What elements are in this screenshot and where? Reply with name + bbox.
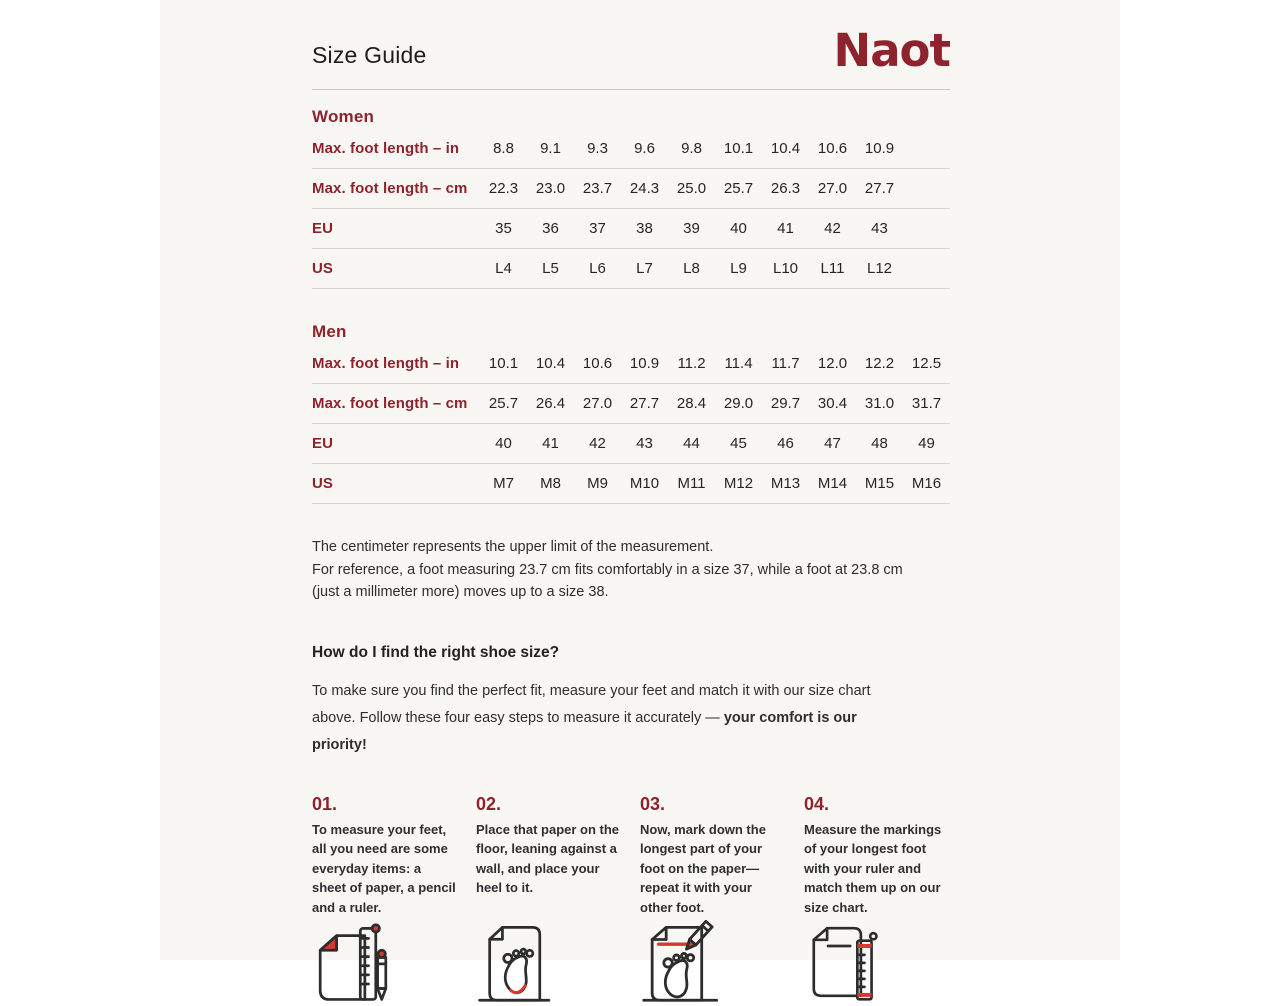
- size-cell: 25.0: [676, 180, 707, 197]
- size-cell: L7: [636, 260, 653, 277]
- size-table-row: [312, 424, 950, 464]
- size-cell: 27.0: [817, 180, 848, 197]
- row-label: Max. foot length – in: [312, 355, 460, 372]
- howto-intro-bold: your comfort is our priority!: [312, 709, 857, 753]
- size-cell: L11: [820, 260, 845, 277]
- step-text: Now, mark down the longest part of your foot on the paper—repeat it with your other foot.: [640, 821, 766, 915]
- size-tables: [312, 107, 950, 504]
- howto-heading: How do I find the right shoe size?: [312, 643, 560, 661]
- row-label: Max. foot length – cm: [312, 395, 468, 412]
- size-cell: 10.9: [864, 140, 895, 157]
- size-cell: 10.6: [582, 355, 613, 372]
- size-cell: 40: [730, 220, 747, 237]
- row-label: EU: [312, 435, 334, 452]
- size-cell: 10.4: [535, 355, 566, 372]
- howto-intro: [312, 678, 892, 759]
- page-header: [312, 24, 950, 90]
- size-cell: 29.0: [723, 395, 754, 412]
- size-cell: 41: [777, 220, 794, 237]
- size-cell: 28.4: [676, 395, 707, 412]
- note-line: (just a millimeter more) moves up to a size 38.: [312, 584, 609, 600]
- size-cell: 9.1: [540, 140, 561, 157]
- row-label: Max. foot length – in: [312, 140, 460, 157]
- size-cell: 12.5: [911, 355, 942, 372]
- size-cell: 25.7: [488, 395, 519, 412]
- size-cell: 31.0: [864, 395, 895, 412]
- size-cell: 23.7: [582, 180, 613, 197]
- size-cell: 35: [495, 220, 512, 237]
- size-table-row: [312, 129, 950, 169]
- step-text: To measure your feet, all you need are some everyday items: a sheet of paper, a pencil and a ruler.: [312, 821, 456, 915]
- size-cell: 40: [495, 435, 512, 452]
- size-cell: 10.1: [488, 355, 519, 372]
- size-cell: 42: [824, 220, 841, 237]
- size-cell: 27.7: [629, 395, 660, 412]
- size-cell: 27.7: [864, 180, 895, 197]
- size-cell: 36: [542, 220, 559, 237]
- size-cell: 23.0: [535, 180, 566, 197]
- size-cell: 47: [824, 435, 841, 452]
- size-table-row: [312, 249, 950, 289]
- size-table-women: [312, 129, 950, 289]
- note-line: For reference, a foot measuring 23.7 cm fits comfortably in a size 37, while a foot at 23.8 cm: [312, 561, 903, 578]
- step-text: Measure the markings of your longest foot with your ruler and match them up on our size chart.: [804, 821, 942, 915]
- size-cell: M7: [493, 475, 514, 492]
- size-cell: L10: [772, 260, 799, 277]
- paper-ruler-pencil-icon: [312, 920, 458, 1006]
- step-2: [476, 794, 622, 1006]
- size-cell: M15: [864, 475, 895, 492]
- size-cell: 31.7: [911, 395, 942, 412]
- size-cell: 27.0: [582, 395, 613, 412]
- size-cell: 22.3: [488, 180, 519, 197]
- size-table-men: [312, 344, 950, 504]
- size-cell: 10.4: [770, 140, 801, 157]
- step-1: [312, 794, 458, 1006]
- size-cell: 10.9: [629, 355, 660, 372]
- size-cell: M16: [911, 475, 942, 492]
- size-cell: 37: [589, 220, 606, 237]
- size-cell: 8.8: [493, 140, 514, 157]
- size-cell: M11: [677, 475, 706, 492]
- size-cell: L9: [730, 260, 747, 277]
- size-cell: 41: [542, 435, 559, 452]
- size-cell: M14: [817, 475, 848, 492]
- size-cell: 11.7: [771, 355, 800, 372]
- size-table-row: [312, 384, 950, 424]
- size-cell: 26.3: [770, 180, 801, 197]
- paper-ruler-measure-icon: [804, 920, 950, 1006]
- size-cell: 10.6: [817, 140, 848, 157]
- measurement-notes: [312, 536, 950, 604]
- step-number: 02.: [476, 793, 502, 814]
- size-cell: L5: [542, 260, 559, 277]
- size-cell: 30.4: [817, 395, 848, 412]
- step-4: [804, 794, 950, 1006]
- size-table-row: [312, 464, 950, 504]
- paper-footprint-marking-icon: [640, 920, 786, 1006]
- size-cell: 46: [777, 435, 794, 452]
- naot-logo: Naot: [833, 24, 950, 77]
- page-title: Size Guide: [312, 42, 427, 68]
- size-cell: 9.8: [681, 140, 702, 157]
- size-cell: L8: [683, 260, 700, 277]
- size-cell: 45: [730, 435, 747, 452]
- size-cell: 9.6: [634, 140, 655, 157]
- size-cell: 43: [636, 435, 653, 452]
- step-number: 03.: [640, 793, 666, 814]
- size-cell: 44: [683, 435, 700, 452]
- section-heading-men: Men: [312, 322, 347, 341]
- size-cell: 39: [683, 220, 700, 237]
- step-number: 01.: [312, 793, 338, 814]
- size-cell: 25.7: [723, 180, 754, 197]
- size-cell: 42: [589, 435, 606, 452]
- size-table-row: [312, 344, 950, 384]
- size-cell: M9: [587, 475, 608, 492]
- size-cell: M10: [629, 475, 660, 492]
- section-heading-women: Women: [312, 107, 375, 126]
- size-cell: 49: [918, 435, 935, 452]
- size-cell: 29.7: [770, 395, 801, 412]
- size-cell: 43: [871, 220, 888, 237]
- size-cell: 12.0: [817, 355, 848, 372]
- note-line: The centimeter represents the upper limit of the measurement.: [312, 539, 714, 555]
- size-guide-page: [160, 0, 1120, 960]
- size-cell: 9.3: [587, 140, 608, 157]
- paper-footprint-heel-icon: [476, 920, 622, 1006]
- size-cell: 38: [636, 220, 653, 237]
- howto-intro-normal: To make sure you find the perfect fit, measure your feet and match it with our size chart above. Follow these four easy steps to measure it accurately —: [312, 682, 871, 726]
- size-cell: 26.4: [535, 395, 566, 412]
- step-number: 04.: [804, 793, 830, 814]
- size-table-row: [312, 169, 950, 209]
- size-cell: L6: [589, 260, 606, 277]
- step-text: Place that paper on the floor, leaning against a wall, and place your heel to it.: [476, 821, 620, 895]
- size-cell: M12: [723, 475, 754, 492]
- size-cell: 11.4: [724, 355, 753, 372]
- row-label: Max. foot length – cm: [312, 180, 468, 197]
- size-cell: M13: [770, 475, 801, 492]
- row-label: US: [312, 260, 334, 277]
- step-3: [640, 794, 786, 1006]
- size-cell: L4: [495, 260, 512, 277]
- size-cell: 10.1: [723, 140, 754, 157]
- size-cell: 24.3: [629, 180, 660, 197]
- size-table-row: [312, 209, 950, 249]
- measuring-steps: [312, 794, 950, 1006]
- size-cell: 48: [871, 435, 888, 452]
- row-label: US: [312, 475, 334, 492]
- size-cell: L12: [866, 260, 893, 277]
- size-cell: M8: [540, 475, 561, 492]
- size-cell: 12.2: [864, 355, 895, 372]
- row-label: EU: [312, 220, 334, 237]
- size-cell: 11.2: [677, 355, 706, 372]
